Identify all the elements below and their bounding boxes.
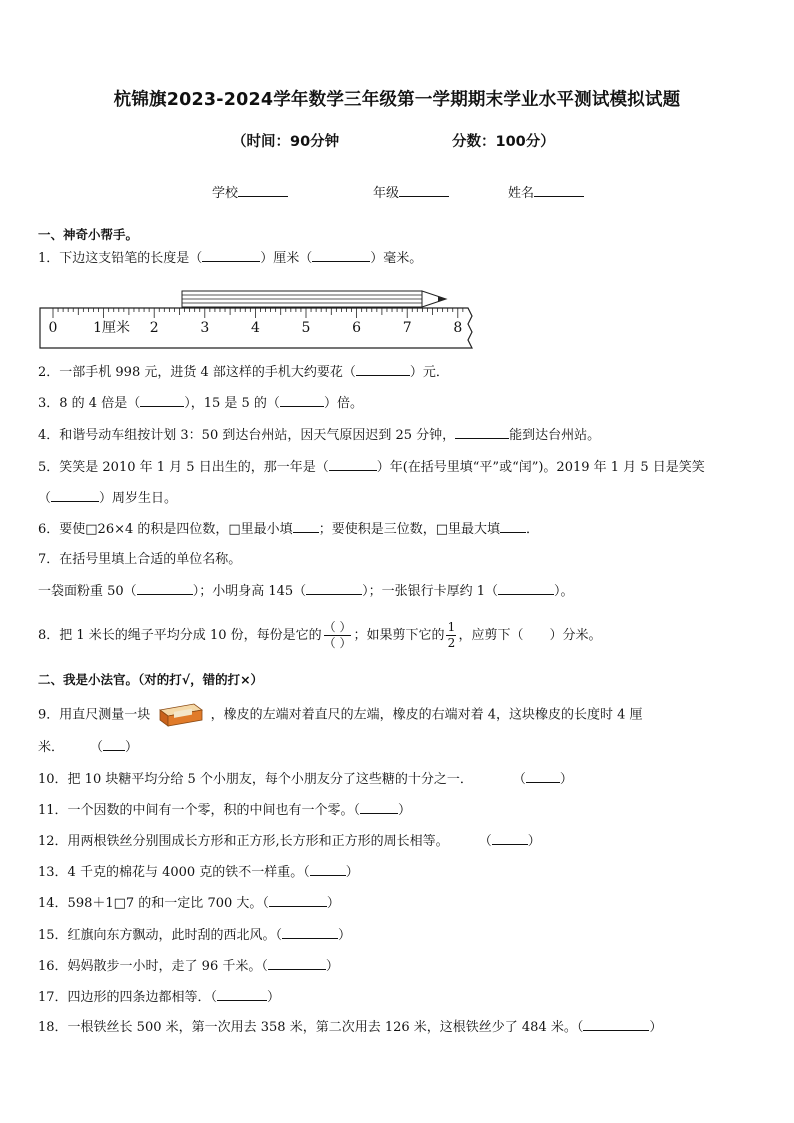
answer-blank[interactable]	[280, 394, 324, 407]
question-9-cont: 米． （ ）	[38, 740, 139, 755]
fraction-blank[interactable]: $\frac{( )}{( )}$	[323, 620, 352, 650]
question-7-items: 一袋面粉重 50（ ）；小明身高 145（ ）；一张银行卡厚约 1（ ）。	[38, 584, 574, 599]
grade-field	[373, 182, 449, 201]
pencil	[182, 291, 446, 307]
ruler-label: 3	[200, 320, 210, 336]
question-16: 16．妈妈散步一小时，走了 96 千米。（ ）	[38, 959, 339, 974]
ruler-label: 4	[250, 320, 260, 336]
name-blank[interactable]	[534, 195, 584, 197]
question-18: 18．一根铁丝长 500 米，第一次用去 358 米，第二次用去 126 米，这根铁丝少了 484 米。（ ）	[38, 1020, 663, 1035]
question-2: 2．一部手机 998 元，进货 4 部这样的手机大约要花（ ）元．	[38, 365, 449, 380]
exam-score: 分数：100分）	[452, 134, 555, 150]
answer-blank[interactable]	[282, 926, 338, 939]
exam-time: （时间：90分钟	[232, 134, 340, 150]
question-7: 7．在括号里填上合适的单位名称。	[38, 552, 242, 567]
answer-blank[interactable]	[329, 458, 377, 471]
question-3: 3．8 的 4 倍是（ ），15 是 5 的（ ）倍。	[38, 396, 363, 411]
question-10: 10．把 10 块糖平均分给 5 个小朋友，每个小朋友分了这些糖的十分之一． （ ）	[38, 772, 573, 787]
answer-blank[interactable]	[306, 582, 362, 595]
answer-blank[interactable]	[268, 957, 326, 970]
name-label: 姓名	[508, 186, 535, 201]
question-5: 5．笑笑是 2010 年 1 月 5 日出生的，那一年是（ ）年(在括号里填“平”或“闰”)。2019 年 1 月 5 日是笑笑	[38, 460, 705, 475]
ruler-label: 0	[48, 320, 58, 336]
ruler-label: 2	[149, 320, 159, 336]
answer-blank[interactable]	[103, 738, 125, 751]
section-2-heading: 二、我是小法官。（对的打√，错的打×）	[38, 672, 264, 687]
section-1-heading: 一、神奇小帮手。	[38, 227, 139, 242]
answer-blank[interactable]	[202, 249, 260, 262]
answer-blank[interactable]	[498, 582, 554, 595]
ruler-label: 5	[301, 320, 311, 336]
answer-blank[interactable]	[140, 394, 184, 407]
school-label: 学校	[212, 186, 239, 201]
ruler-label: 1厘米	[93, 320, 131, 336]
answer-blank[interactable]	[312, 249, 370, 262]
answer-blank[interactable]	[583, 1018, 649, 1031]
question-11: 11．一个因数的中间有一个零，积的中间也有一个零。（ ）	[38, 803, 412, 818]
ruler-label: 6	[352, 320, 362, 336]
grade-blank[interactable]	[399, 195, 449, 197]
grade-label: 年级	[373, 186, 400, 201]
school-blank[interactable]	[238, 195, 288, 197]
question-15: 15．红旗向东方飘动，此时刮的西北风。（ ）	[38, 928, 352, 943]
ruler-label: 7	[402, 320, 412, 336]
page-title: 杭锦旗2023-2024学年数学三年级第一学期期末学业水平测试模拟试题	[113, 90, 681, 110]
answer-blank[interactable]	[492, 832, 528, 845]
question-9: 9．用直尺测量一块 ，橡皮的左端对着直尺的左端，橡皮的右端对着 4，这块橡皮的长度时 4 厘	[38, 702, 643, 728]
question-8: 8．把 1 米长的绳子平均分成 10 份，每份是它的 $\frac{( )}{( )}$ ；如果剪下它的 $\frac{1}{2}$ ，应剪下（ ）分米。	[38, 620, 602, 650]
question-17: 17．四边形的四条边都相等．（ ）	[38, 990, 281, 1005]
answer-blank[interactable]	[360, 801, 398, 814]
answer-blank[interactable]	[455, 426, 509, 439]
answer-blank[interactable]	[51, 489, 99, 502]
ruler-with-pencil-figure	[38, 286, 480, 352]
answer-blank[interactable]	[269, 894, 327, 907]
answer-blank[interactable]	[137, 582, 193, 595]
answer-blank[interactable]	[293, 520, 319, 533]
question-12: 12．用两根铁丝分别围成长方形和正方形,长方形和正方形的周长相等。 （ ）	[38, 834, 541, 849]
eraser-icon	[156, 702, 204, 728]
school-field	[212, 182, 288, 201]
answer-blank[interactable]	[356, 363, 410, 376]
ruler-label: 8	[453, 320, 463, 336]
question-14: 14．598＋1□7 的和一定比 700 大。（ ）	[38, 896, 340, 911]
answer-blank[interactable]	[526, 770, 560, 783]
answer-blank[interactable]	[500, 520, 526, 533]
question-6: 6．要使□26×4 的积是四位数，□里最小填 ；要使积是三位数，□里最大填 ．	[38, 522, 539, 537]
question-1: 1．下边这支铅笔的长度是（ ）厘米（ ）毫米。	[38, 251, 423, 266]
answer-blank[interactable]	[217, 988, 267, 1001]
question-13: 13．4 千克的棉花与 4000 克的铁不一样重。（ ）	[38, 865, 359, 880]
answer-blank[interactable]	[310, 863, 346, 876]
name-field	[508, 182, 584, 201]
question-5-cont: （ ）周岁生日。	[38, 491, 178, 506]
question-4: 4．和谐号动车组按计划 3：50 到达台州站，因天气原因迟到 25 分钟， 能到达台州站。	[38, 428, 601, 443]
fraction-one-half: $\frac{1}{2}$	[447, 620, 456, 650]
